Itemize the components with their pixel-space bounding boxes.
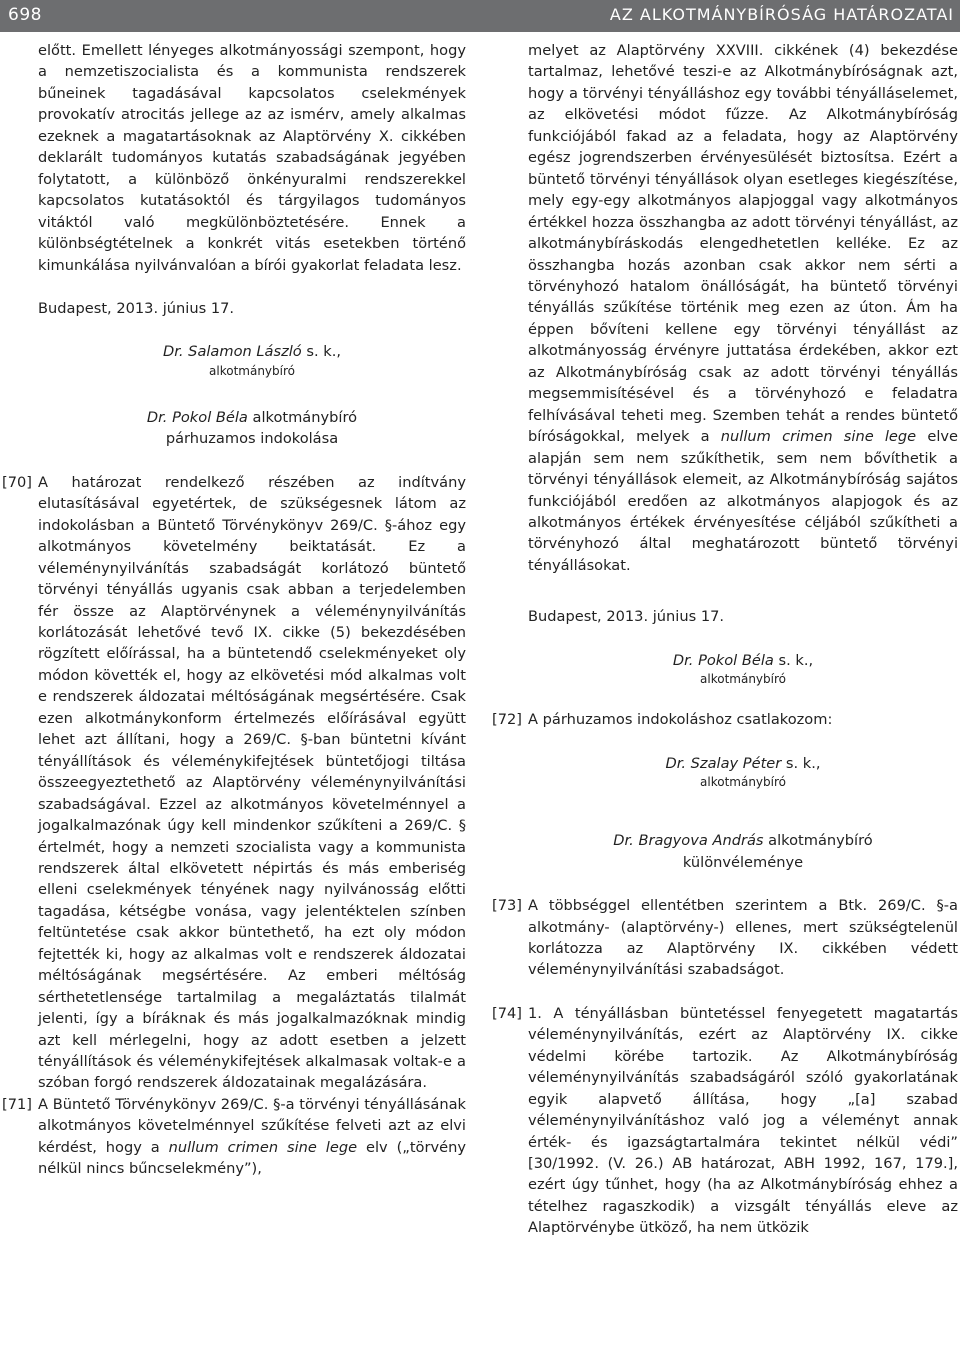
heading-role: alkotmánybíró: [763, 832, 873, 850]
paragraph-number: [72]: [492, 711, 522, 729]
paragraph-71: [2, 1094, 466, 1180]
paragraph-number: [71]: [2, 1095, 32, 1113]
signer-name: Dr. Salamon László: [163, 343, 302, 361]
left-column: [2, 40, 466, 1180]
paragraph-74: [492, 1003, 958, 1239]
paragraph-continuation: előtt. Emellett lényeges alkotmányossági szempont, hogy a nemzetiszocialista és a kommunista rendszerek bűneinek tagadásával kapcsolatos cselekmények provokatív atrocitás jellege az az ismérv, amely alkalmas ezeknek a magatartásoknak az Alaptörvény X. cikkében deklarált tudományos kutatás szabadságának jegyében folytatott, a különböző önkényuralmi rendszerekkel kapcsolatos kutatásoktól és tárgyilagos tudományos vitáktól való megkülönböztetésére. Ennek a különbségtételnek a konkrét vitás esetekben történő kimunkálása nyilvánvalóan a bírói gyakorlat feladata lesz.: [38, 42, 466, 274]
signer-name: Dr. Pokol Béla: [672, 651, 774, 669]
opinion-subheading: különvéleménye: [682, 853, 804, 871]
page-number: 698: [8, 5, 42, 25]
opinion-heading-pokol: [38, 407, 466, 428]
paragraph-text: 1. A tényállásban büntetéssel fenyegetett magatartás véleménynyilvánítás, ezért az Alaptörvény IX. cikke védelmi körébe tartozik. Az Alkotmánybíróság véleménynyilvánítás szabadságáról szóló gyakorlatának egyik alapvető állítása, hogy „[a] szabad véleménynyilvánításhoz való jog a véleményt annak érték- és igazságtartalmára tekintet nélkül védi” [30/1992. (V. 26.) AB határozat, ABH 1992, 167, 179.], ezért úgy tűnhet, hogy (ha az Alkotmánybíróság ehhez a tételhez ragaszkodik) a vizsgált tényállás eleve az Alaptörvénybe ütköző, ha nem ütközik: [528, 1004, 958, 1237]
latin-phrase: nullum crimen sine lege: [720, 428, 917, 446]
heading-name: Dr. Pokol Béla: [146, 408, 248, 426]
heading-role: alkotmánybíró: [247, 408, 358, 426]
paragraph-text-cont: elve alapján sem nem szűkíthetik, sem nem bővíthetik a törvényi tényállások elemeit, az Alkotmánybíróság sajátos funkciójából eredően az alkotmányos alapjogok és az alkotmányos értékek érvényesítése céljából szűkítheti a törvényhozó által meghatározott büntető törvényi tényállásokat.: [528, 428, 958, 574]
paragraph-text: A határozat rendelkező részében az indítvány elutasításával egyetértek, de szükségesnek látom az indokolásban a Büntető Törvénykönyv 269/C. §-ához egy alkotmányos követelmény beiktatását. Ez a véleménynyilvánítás szabadságát korlátozó büntető törvényi tényállás ugyanis csak abban a terjedelemben fér össze az Alaptörvénynek a véleménynyilvánítás korlátozását lehetővé tevő IX. cikke (5) bekezdésében rögzített előírással, ha a büntetendő cselekményeket oly módon követték el, hogy az elkövetési mód alkalmas volt e rendszerek áldozatai méltóságának megsértésére. Csak ezen alkotmánykonform értelmezés előírásával együtt lehet azt állítani, hogy a 269/C. §-ban büntetni kívánt tényállítások és véleménykifejtések büntetőjogi tiltása összeegyeztethető az Alaptörvény véleménynyilvánítási szabadságával. Ezzel az alkotmányos követelménnyel a jogalkalmazónak úgy kell mindenkor szűkíteni a 269/C. § értelmét, hogy a nemzeti szocialista vagy a kommunista rendszerek által elkövetett népirtás és más emberiség elleni cselekmények tényének nagy nyilvánosság előtti tagadása, kétségbe vonása, vagy jelentéktelen színben feltüntetése csak akkor büntethető, ha ezt oly módon fejtették ki, hogy az alkalmas volt e rendszerek áldozatai méltóságának megsértésére. Az emberi méltóság sérthetetlensége tartalmilag a megaláztatás tilalmát jelenti, így a bíráknak és más jogalkalmazóknak mindig azt kell mérlegelni, hogy az adott esetben a jelzett tényállítások és véleménykifejtések alkalmasak voltak-e a szóban forgó rendszerek áldozatainak megalázására.: [38, 473, 466, 1092]
signer-role: alkotmánybíró: [700, 672, 786, 687]
paragraph-continuation: [528, 40, 958, 576]
paragraph-73: [492, 895, 958, 981]
running-title: AZ ALKOTMÁNYBÍRÓSÁG HATÁROZATAI: [609, 5, 954, 24]
paragraph-70: [2, 472, 466, 1094]
signer-role: alkotmánybíró: [209, 363, 295, 378]
opinion-heading-bragyova: [528, 830, 958, 851]
latin-phrase: nullum crimen sine lege: [168, 1138, 358, 1156]
signature-salamon: [38, 341, 466, 362]
date-line: Budapest, 2013. június 17.: [528, 608, 725, 626]
signer-role: alkotmánybíró: [700, 775, 786, 790]
signer-suffix: s. k.,: [781, 754, 821, 772]
paragraph-text: melyet az Alaptörvény XXVIII. cikkének (4) bekezdése tartalmaz, lehetővé teszi-e az Alkotmánybíróságnak azt, hogy a törvényi tényálláshoz egy további tényálláselemet, az elkövetési módot fűzze. Az Alkotmánybíróság funkciójából fakad az a feladata, hogy az Alaptörvény egész jogrendszerben érvényesülését biztosítsa. Ezért a büntető törvényi tényállások olyan esetleges kiegészítése, mely egy-egy alkotmányos alapjoggal vagy alkotmányos értékkel hozza összhangba az adott törvényi tényállást, az alkotmánybíráskodás elengedhetetlen kelléke. Ez az összhangba hozás azonban csak akkor nem sérti a törvényhozó hatalom önállóságát, ha büntető törvényi tényállás szűkítése történik meg ezen az úton. Ám ha éppen bővíteni kellene egy törvényi tényállást az alkotmányosság érvényre juttatása érdekében, akkor ezt az Alkotmánybíróság csak az adott törvényi tényállás megsemmisítésével és a törvényhozó e feladatra felhívásával teheti meg. Szemben tehát a rendes büntető bíróságokkal, melyek a: [528, 42, 958, 446]
signer-suffix: s. k.,: [773, 651, 814, 669]
paragraph-number: [70]: [2, 473, 32, 491]
signer-suffix: s. k.,: [301, 343, 341, 361]
date-line: Budapest, 2013. június 17.: [38, 299, 235, 317]
page-header: [0, 0, 960, 32]
paragraph-text: A párhuzamos indokoláshoz csatlakozom:: [528, 711, 833, 729]
paragraph-number: [73]: [492, 897, 522, 915]
right-column: [492, 40, 958, 1239]
signature-szalay: [528, 753, 958, 774]
paragraph-text-cont: elv („törvény nélkül nincs bűncselekmény”),: [38, 1138, 466, 1178]
paragraph-text: A többséggel ellentétben szerintem a Btk. 269/C. §-a alkotmány- (alaptörvény-) ellenes, mert szükségtelenül korlátozza az Alaptörvény IX. cikkében védett véleménynyilvánítási szabadságot.: [528, 897, 958, 979]
signer-name: Dr. Szalay Péter: [665, 754, 782, 772]
paragraph-72: [492, 709, 958, 730]
heading-name: Dr. Bragyova András: [613, 832, 764, 850]
opinion-subheading: párhuzamos indokolása: [165, 430, 339, 448]
paragraph-number: [74]: [492, 1004, 522, 1022]
paragraph-text: A Büntető Törvénykönyv 269/C. §-a törvényi tényállásának alkotmányos követelménnyel szűkítése felveti azt az elvi kérdést, hogy a: [38, 1095, 466, 1156]
signature-pokol: [528, 650, 958, 671]
